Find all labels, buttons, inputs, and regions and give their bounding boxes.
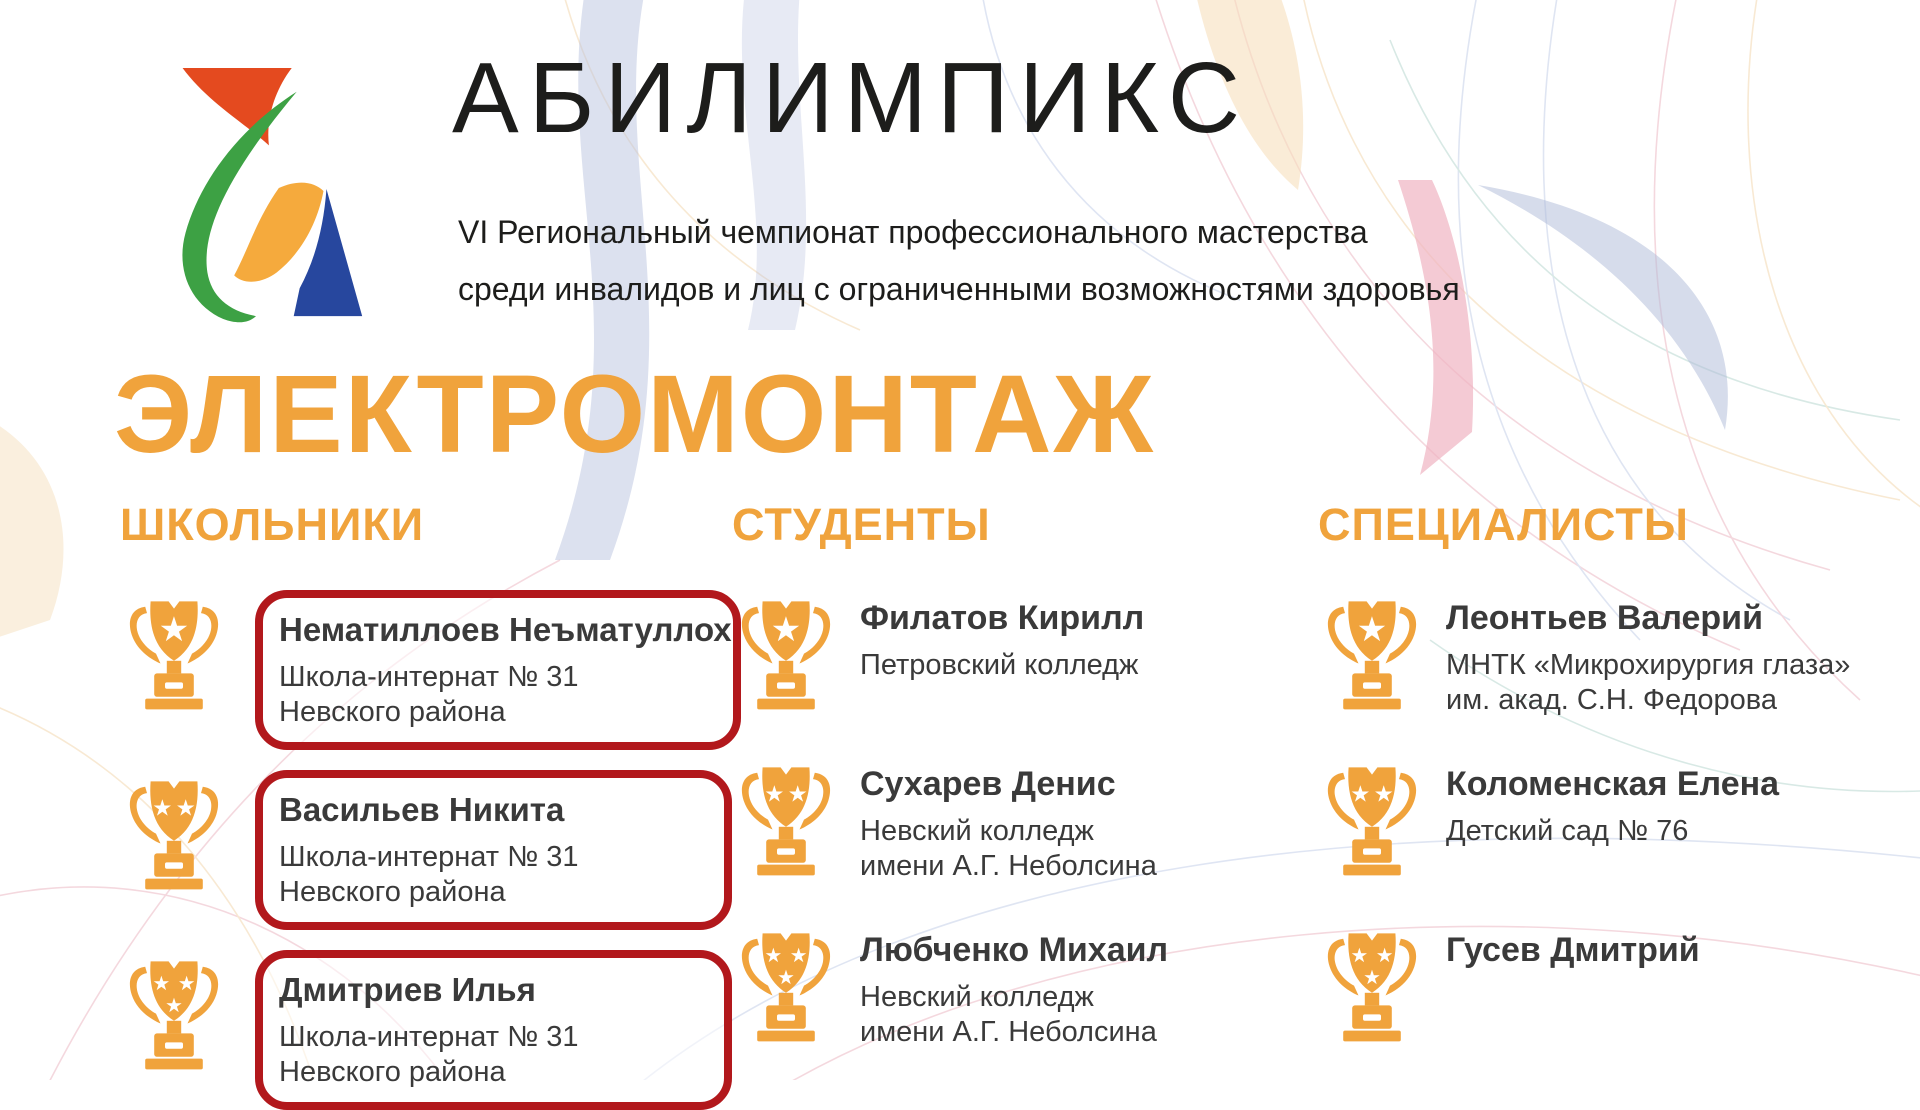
svg-text:★: ★ [165,993,183,1017]
column-schoolchildren [120,500,732,1110]
winner-name: Гусев Дмитрий [1446,931,1700,969]
winner-institution: Невский колледж имени А.Г. Неболсина [860,815,1157,882]
winner-card [1446,756,1779,849]
first-place-trophy-icon [1318,590,1426,728]
winner-card [860,590,1144,683]
svg-text:★: ★ [770,610,802,650]
winner-card-highlighted [255,950,732,1110]
winner-entry [120,950,732,1110]
winner-card [860,922,1168,1050]
subtitle-line-2: среди инвалидов и лиц с ограниченными возможностями здоровья [458,271,1460,307]
winner-entry [120,770,732,930]
svg-text:★: ★ [1373,781,1394,808]
svg-text:★: ★ [764,781,785,808]
winner-card-highlighted [255,770,732,930]
winner-entry [1318,590,1918,736]
winner-institution: Детский сад № 76 [1446,815,1689,847]
first-place-trophy-icon [732,590,840,728]
column-header: СТУДЕНТЫ [732,499,991,550]
second-place-trophy-icon [120,770,228,908]
svg-text:★: ★ [1356,610,1388,650]
column-header: СПЕЦИАЛИСТЫ [1318,499,1689,550]
championship-subtitle [458,204,1460,318]
svg-text:★: ★ [1363,965,1381,989]
svg-text:★: ★ [1375,944,1394,968]
winner-entry [732,590,1292,736]
abilympics-logo-icon [128,60,386,332]
page-title: АБИЛИМПИКС [452,42,1251,154]
winner-card [1446,590,1850,718]
svg-text:★: ★ [175,795,196,822]
svg-text:★: ★ [1350,781,1371,808]
column-header: ШКОЛЬНИКИ [120,499,425,550]
competition-title: ЭЛЕКТРОМОНТАЖ [114,353,1155,476]
winner-institution: Петровский колледж [860,649,1139,681]
svg-text:★: ★ [177,972,196,996]
svg-text:★: ★ [789,944,808,968]
second-place-trophy-icon [732,756,840,894]
winner-name: Дмитриев Илья [279,971,536,1008]
svg-text:★: ★ [787,781,808,808]
column-specialists [1318,500,1918,1068]
winner-name: Васильев Никита [279,791,565,828]
svg-text:★: ★ [158,610,190,650]
winner-name: Любченко Михаил [860,931,1169,969]
column-students [732,500,1292,1068]
winner-institution: Школа-интернат № 31 Невского района [279,661,579,728]
winner-name: Нематиллоев Неъматуллох [279,611,732,648]
winner-card [860,756,1157,884]
svg-text:★: ★ [1350,944,1369,968]
winner-entry [732,922,1292,1068]
winner-name: Леонтьев Валерий [1446,599,1763,637]
winner-institution: Школа-интернат № 31 Невского района [279,1021,579,1088]
svg-text:★: ★ [152,795,173,822]
subtitle-line-1: VI Региональный чемпионат профессионального мастерства [458,214,1368,250]
winner-name: Коломенская Елена [1446,765,1780,803]
winner-name: Филатов Кирилл [860,599,1145,637]
winner-card [1446,922,1700,980]
svg-text:★: ★ [152,972,171,996]
winner-entry [732,756,1292,902]
winner-institution: Невский колледж имени А.Г. Неболсина [860,981,1157,1048]
third-place-trophy-icon [732,922,840,1060]
winner-entry [1318,922,1918,1068]
winner-name: Сухарев Денис [860,765,1116,803]
winner-entry [120,590,732,750]
third-place-trophy-icon [1318,922,1426,1060]
winner-institution: МНТК «Микрохирургия глаза» им. акад. С.Н. Федорова [1446,649,1851,716]
winner-entry [1318,756,1918,902]
svg-text:★: ★ [777,965,795,989]
winner-card-highlighted [255,590,741,750]
third-place-trophy-icon [120,950,228,1088]
second-place-trophy-icon [1318,756,1426,894]
svg-text:★: ★ [764,944,783,968]
winner-institution: Школа-интернат № 31 Невского района [279,841,579,908]
first-place-trophy-icon [120,590,228,728]
